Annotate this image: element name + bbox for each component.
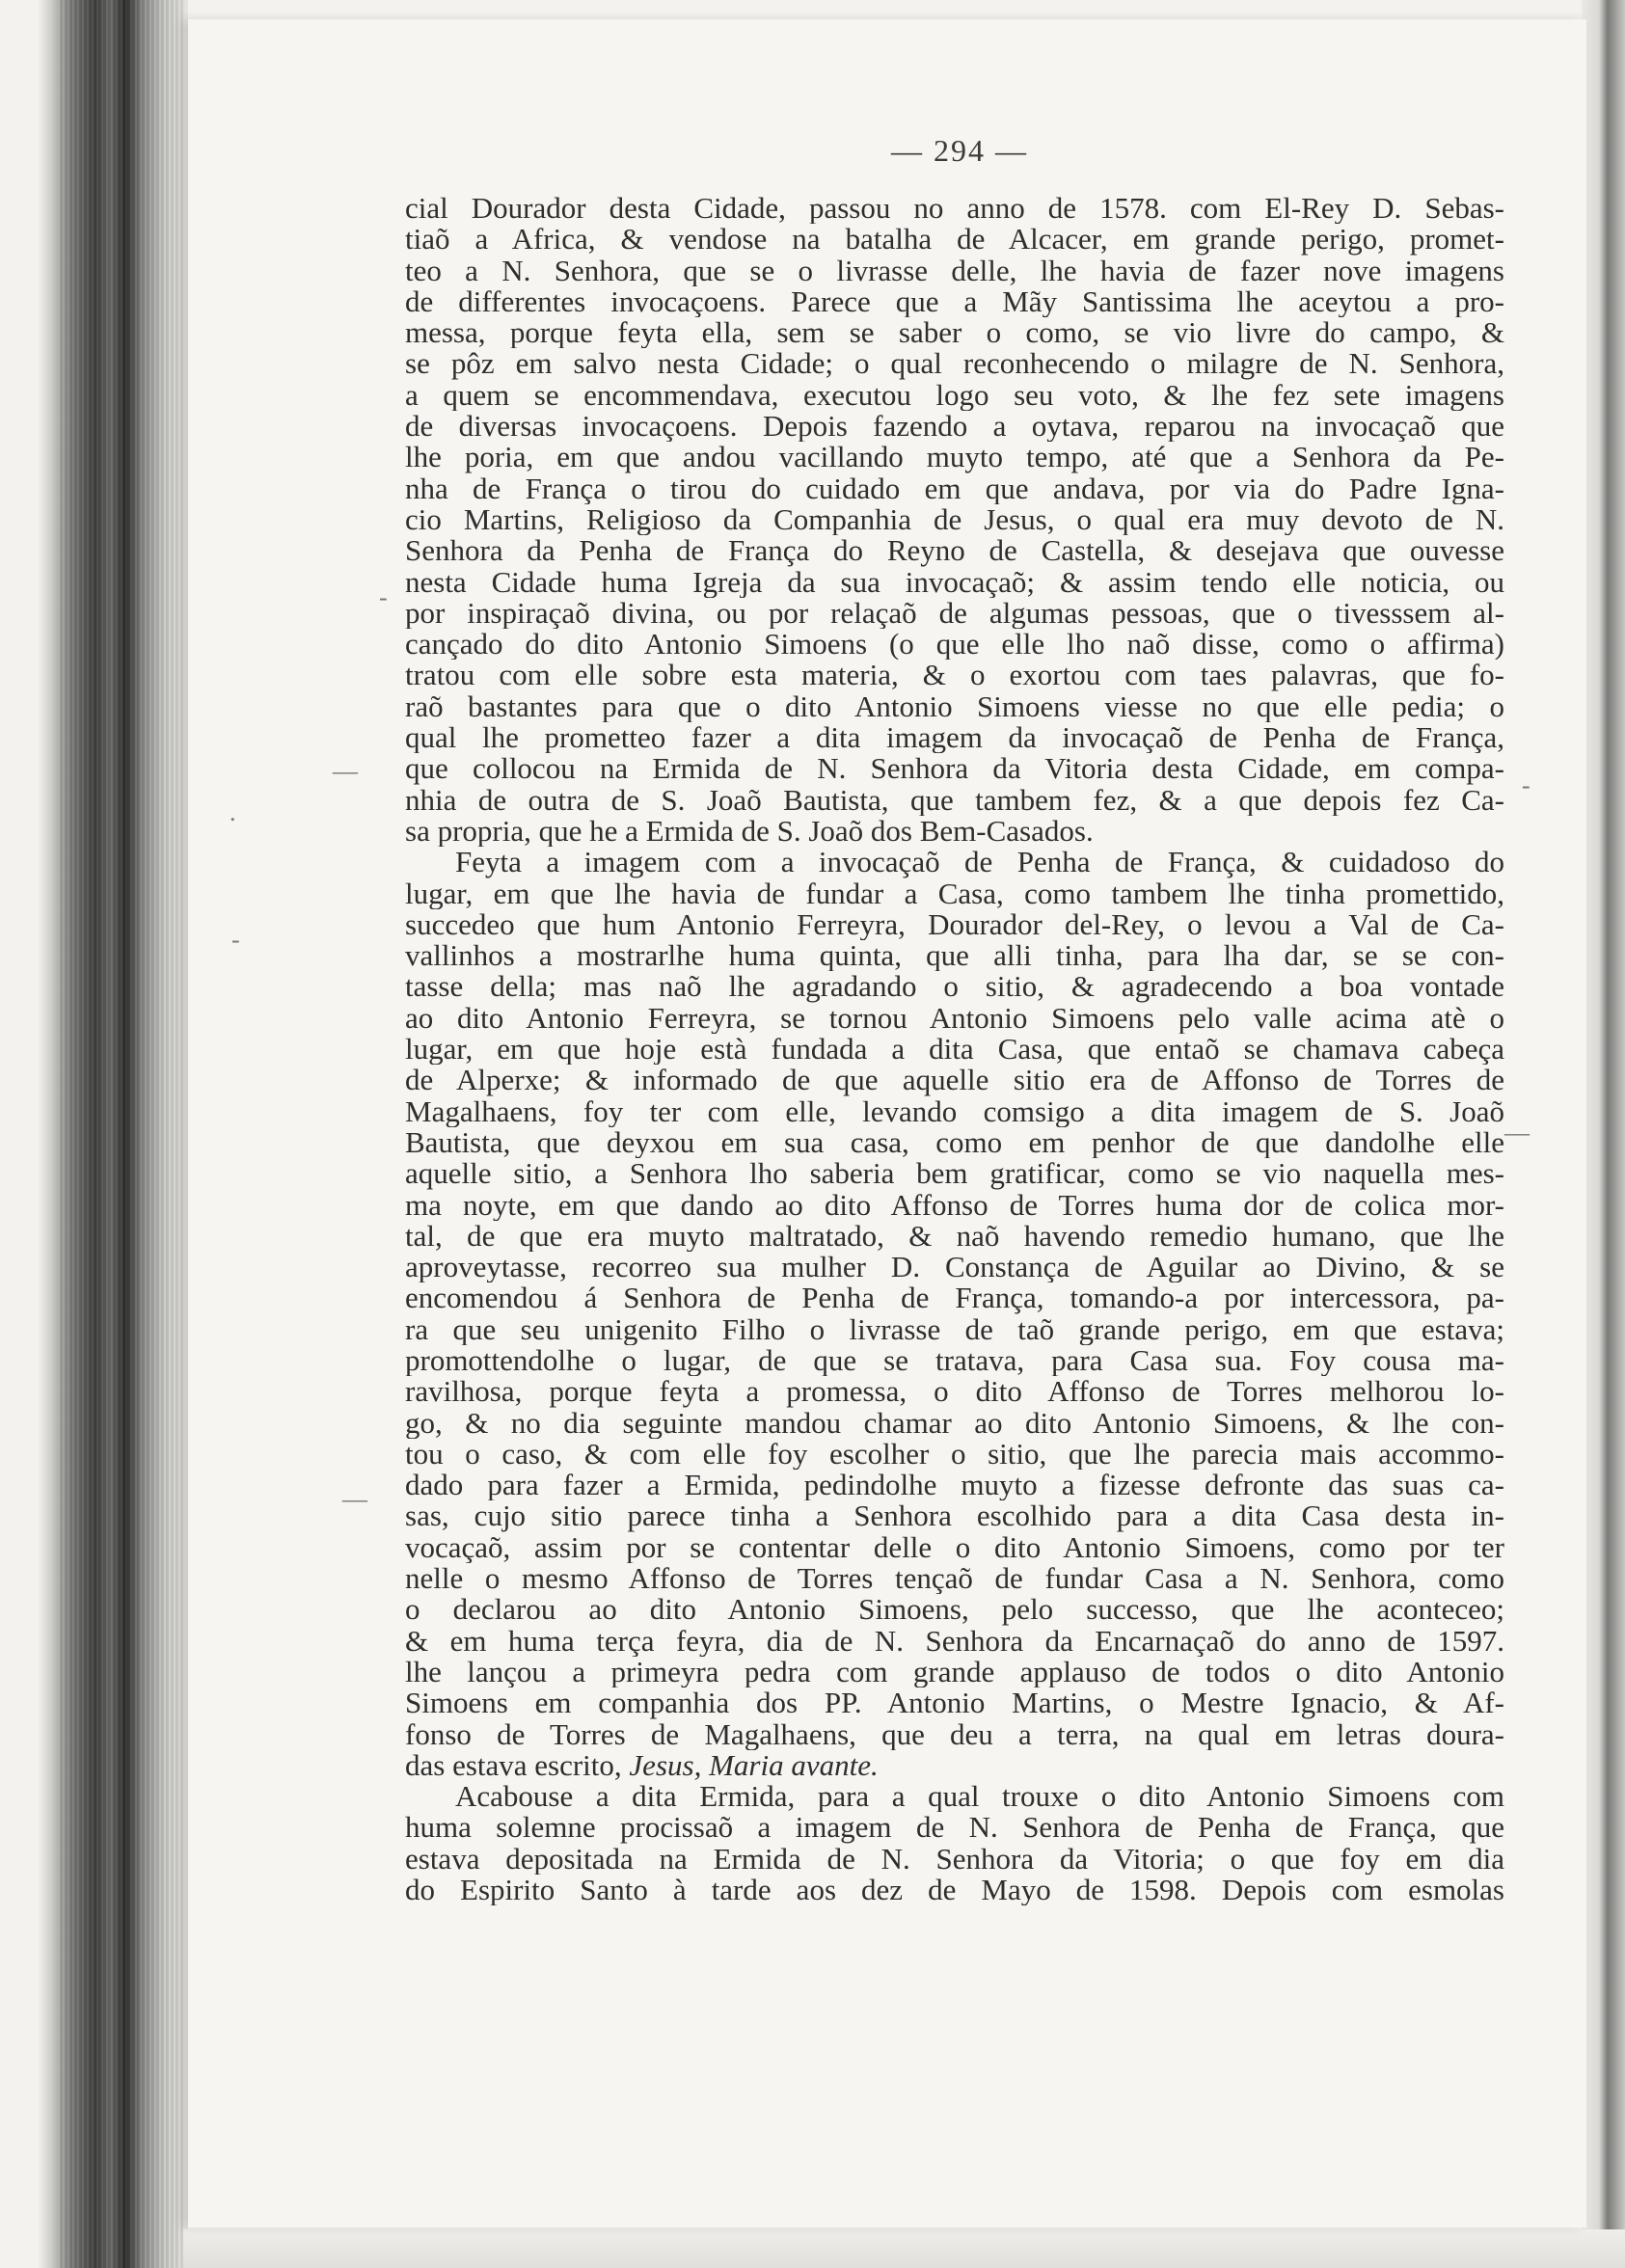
text-line: qual lhe prometteo fazer a dita imagem da invocaçaõ de Penha de França,: [405, 722, 1504, 754]
margin-dash: .: [230, 798, 236, 826]
text-line: raõ bastantes para que o dito Antonio Simoens viesse no que elle pedia; o: [405, 690, 1504, 723]
text-line: lhe lançou a primeyra pedra com grande applauso de todos o dito Antonio: [405, 1656, 1504, 1688]
text-line: que collocou na Ermida de N. Senhora da Vitoria desta Cidade, em compa-: [405, 753, 1504, 785]
right-page-edge: [1582, 0, 1625, 2268]
text-line: estava depositada na Ermida de N. Senhora da Vitoria; o que foy em dia: [405, 1843, 1504, 1876]
text-line: ravilhosa, porque feyta a promessa, o dito Affonso de Torres melhorou lo-: [405, 1376, 1504, 1408]
text-line: lugar, em que lhe havia de fundar a Casa, como tambem lhe tinha promettido,: [405, 878, 1504, 909]
text-line: de Alperxe; & informado de que aquelle sitio era de Affonso de Torres de: [405, 1065, 1504, 1096]
text-line: tasse della; mas naõ lhe agradando o sitio, & agradecendo a boa vontade: [405, 971, 1504, 1003]
text-line: huma solemne procissaõ a imagem de N. Senhora de Penha de França, que: [405, 1812, 1504, 1844]
text-line: ao dito Antonio Ferreyra, se tornou Antonio Simoens pelo valle acima atè o: [405, 1002, 1504, 1035]
text-line: & em huma terça feyra, dia de N. Senhora da Encarnaçaõ do anno de 1597.: [405, 1625, 1504, 1657]
text-line: aproveytasse, recorreo sua mulher D. Constança de Aguilar ao Divino, & se: [405, 1252, 1504, 1283]
text-line: promottendolhe o lugar, de que se tratava, para Casa sua. Foy cousa ma-: [405, 1344, 1504, 1377]
text-line: sas, cujo sitio parece tinha a Senhora escolhido para a dita Casa desta in-: [405, 1500, 1504, 1532]
text-line: ma noyte, em que dando ao dito Affonso de Torres huma dor de colica mor-: [405, 1189, 1504, 1221]
margin-dash: —: [342, 1485, 367, 1513]
text-line: cançado do dito Antonio Simoens (o que elle lho naõ disse, como o affirma): [405, 629, 1504, 661]
text-line: teo a N. Senhora, que se o livrasse delle, lhe havia de fazer nove imagens: [405, 255, 1504, 286]
margin-dash: -: [379, 583, 388, 611]
text-line: Acabouse a dita Ermida, para a qual trouxe o dito Antonio Simoens com: [455, 1781, 1504, 1813]
text-line: por inspiraçaõ divina, ou por relaçaõ de algumas pessoas, que o tivesssem al-: [405, 597, 1504, 630]
text-line: das estava escrito, Jesus, Maria avante.: [405, 1749, 879, 1782]
text-line: tratou com elle sobre esta materia, & o exortou com taes palavras, que fo-: [405, 660, 1504, 691]
text-line: messa, porque feyta ella, sem se saber o como, se vio livre do campo, &: [405, 317, 1504, 349]
text-line: vocaçaõ, assim por se contentar delle o dito Antonio Simoens, como por ter: [405, 1531, 1504, 1564]
page-text: [405, 193, 1504, 1905]
text-line: Magalhaens, foy ter com elle, levando comsigo a dita imagem de S. Joaõ: [405, 1095, 1504, 1127]
text-line: de differentes invocaçoens. Parece que a Mãy Santissima lhe aceytou a pro-: [405, 285, 1504, 318]
text-line: tiaõ a Africa, & vendose na batalha de Alcacer, em grande perigo, promet-: [405, 224, 1504, 256]
text-line: o declarou ao dito Antonio Simoens, pelo successo, que lhe aconteceo;: [405, 1594, 1504, 1626]
text-line: nha de França o tirou do cuidado em que andava, por via do Padre Igna-: [405, 472, 1504, 504]
text-line: lhe poria, em que andou vacillando muyto tempo, até que a Senhora da Pe-: [405, 442, 1504, 473]
text-line: nhia de outra de S. Joaõ Bautista, que tambem fez, & a que depois fez Ca-: [405, 784, 1504, 816]
text-line: tou o caso, & com elle foy escolher o sitio, que lhe parecia mais accommo-: [405, 1438, 1504, 1471]
text-line: sa propria, que he a Ermida de S. Joaõ dos Bem-Casados.: [405, 815, 1094, 848]
text-line: se pôz em salvo nesta Cidade; o qual reconhecendo o milagre de N. Senhora,: [405, 348, 1504, 380]
text-line: ra que seu unigenito Filho o livrasse de taõ grande perigo, em que estava;: [405, 1313, 1504, 1345]
text-line: dado para fazer a Ermida, pedindolhe muyto a fizesse defronte das suas ca-: [405, 1470, 1504, 1501]
text-line: succedeo que hum Antonio Ferreyra, Dourador del-Rey, o levou a Val de Ca-: [405, 908, 1504, 941]
text-line: go, & no dia seguinte mandou chamar ao dito Antonio Simoens, & lhe con-: [405, 1407, 1504, 1439]
text-line: de diversas invocaçoens. Depois fazendo a oytava, reparou na invocaçaõ que: [405, 411, 1504, 443]
text-line: vallinhos a mostrarlhe huma quinta, que alli tinha, para lha dar, se se con-: [405, 940, 1504, 972]
text-line: nesta Cidade huma Igreja da sua invocaçaõ; & assim tendo elle noticia, ou: [405, 566, 1504, 598]
margin-dash: -: [231, 926, 240, 954]
text-line: cio Martins, Religioso da Companhia de Jesus, o qual era muy devoto de N.: [405, 503, 1504, 536]
text-line: Senhora da Penha de França do Reyno de Castella, & desejava que ouvesse: [405, 535, 1504, 567]
text-line: a quem se encommendava, executou logo seu voto, & lhe fez sete imagens: [405, 379, 1504, 412]
text-line: encomendou á Senhora de Penha de França, tomando-a por intercessora, pa-: [405, 1282, 1504, 1314]
text-line: fonso de Torres de Magalhaens, que deu a terra, na qual em letras doura-: [405, 1718, 1504, 1750]
text-line: do Espirito Santo à tarde aos dez de Mayo de 1598. Depois com esmolas: [405, 1875, 1504, 1906]
text-line: Feyta a imagem com a invocaçaõ de Penha de França, & cuidadoso do: [455, 847, 1504, 878]
text-line: cial Dourador desta Cidade, passou no anno de 1578. com El-Rey D. Sebas-: [405, 193, 1504, 225]
text-line: Simoens em companhia dos PP. Antonio Martins, o Mestre Ignacio, & Af-: [405, 1688, 1504, 1719]
text-line: Bautista, que deyxou em sua casa, como em penhor de que dandolhe elle: [405, 1126, 1504, 1159]
text-line: lugar, em que hoje està fundada a dita Casa, que entaõ se chamava cabeça: [405, 1034, 1504, 1066]
text-line: nelle o mesmo Affonso de Torres tençaõ de fundar Casa a N. Senhora, como: [405, 1563, 1504, 1595]
italic-motto: Jesus, Maria avante.: [629, 1749, 879, 1782]
text-line: tal, de que era muyto maltratado, & naõ havendo remedio humano, que lhe: [405, 1220, 1504, 1253]
text-line: aquelle sitio, a Senhora lho saberia bem gratificar, como se vio naquella mes-: [405, 1158, 1504, 1190]
page-number: — 294 —: [891, 133, 1028, 168]
bottom-page-edge: [183, 2229, 1625, 2268]
margin-dash: —: [1504, 1119, 1530, 1147]
page-stack-lines: [58, 0, 183, 2268]
margin-dash: —: [333, 757, 358, 785]
margin-dash: -: [1522, 771, 1530, 799]
